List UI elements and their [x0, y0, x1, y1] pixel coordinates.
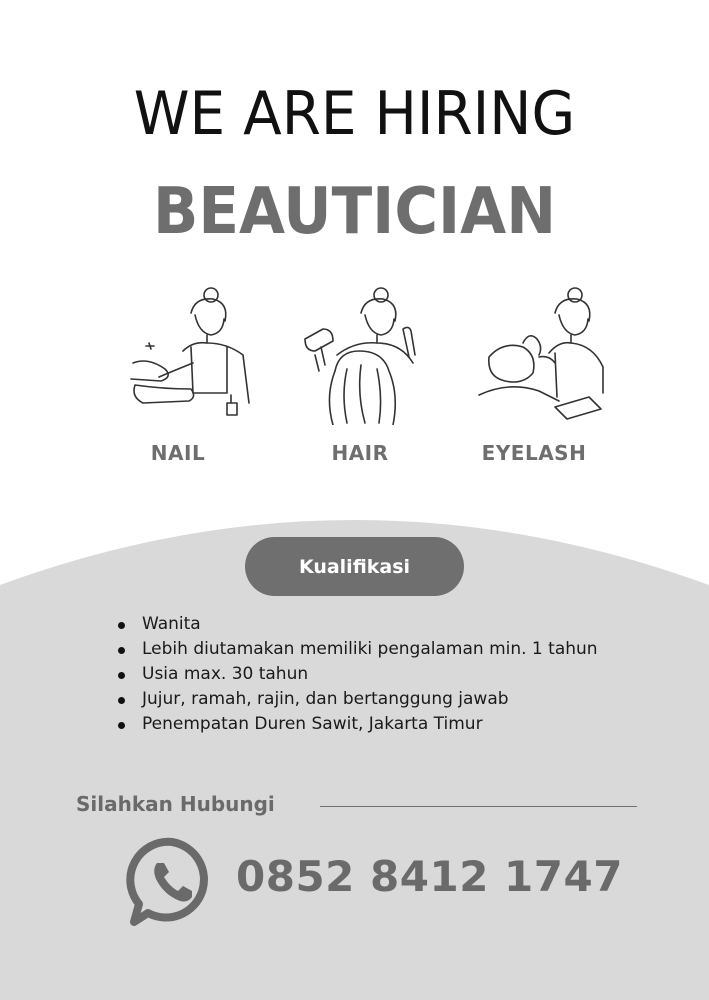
hair-stylist-illustration [285, 285, 435, 425]
service-label-nail: NAIL [150, 441, 206, 465]
list-item: Wanita [116, 612, 598, 637]
headline: WE ARE HIRING [133, 79, 576, 149]
list-item: Usia max. 30 tahun [116, 662, 598, 687]
contact-phone[interactable]: 0852 8412 1747 [236, 852, 623, 901]
qualifications-list [116, 612, 598, 737]
eyelash-technician-illustration [459, 285, 609, 425]
service-label-eyelash: EYELASH [481, 441, 587, 465]
contact-divider [320, 806, 637, 807]
service-hair [275, 285, 445, 465]
list-item: Lebih diutamakan memiliki pengalaman min. 1 tahun [116, 637, 598, 662]
service-eyelash [449, 285, 619, 465]
service-label-hair: HAIR [331, 441, 389, 465]
nail-technician-illustration [103, 285, 253, 425]
service-nail [93, 285, 263, 465]
list-item: Jujur, ramah, rajin, dan bertanggung jawab [116, 687, 598, 712]
contact-label: Silahkan Hubungi [76, 792, 275, 816]
role-title: BEAUTICIAN [152, 175, 557, 249]
qualifications-title: Kualifikasi [245, 537, 464, 596]
whatsapp-icon [126, 835, 218, 929]
list-item: Penempatan Duren Sawit, Jakarta Timur [116, 712, 598, 737]
